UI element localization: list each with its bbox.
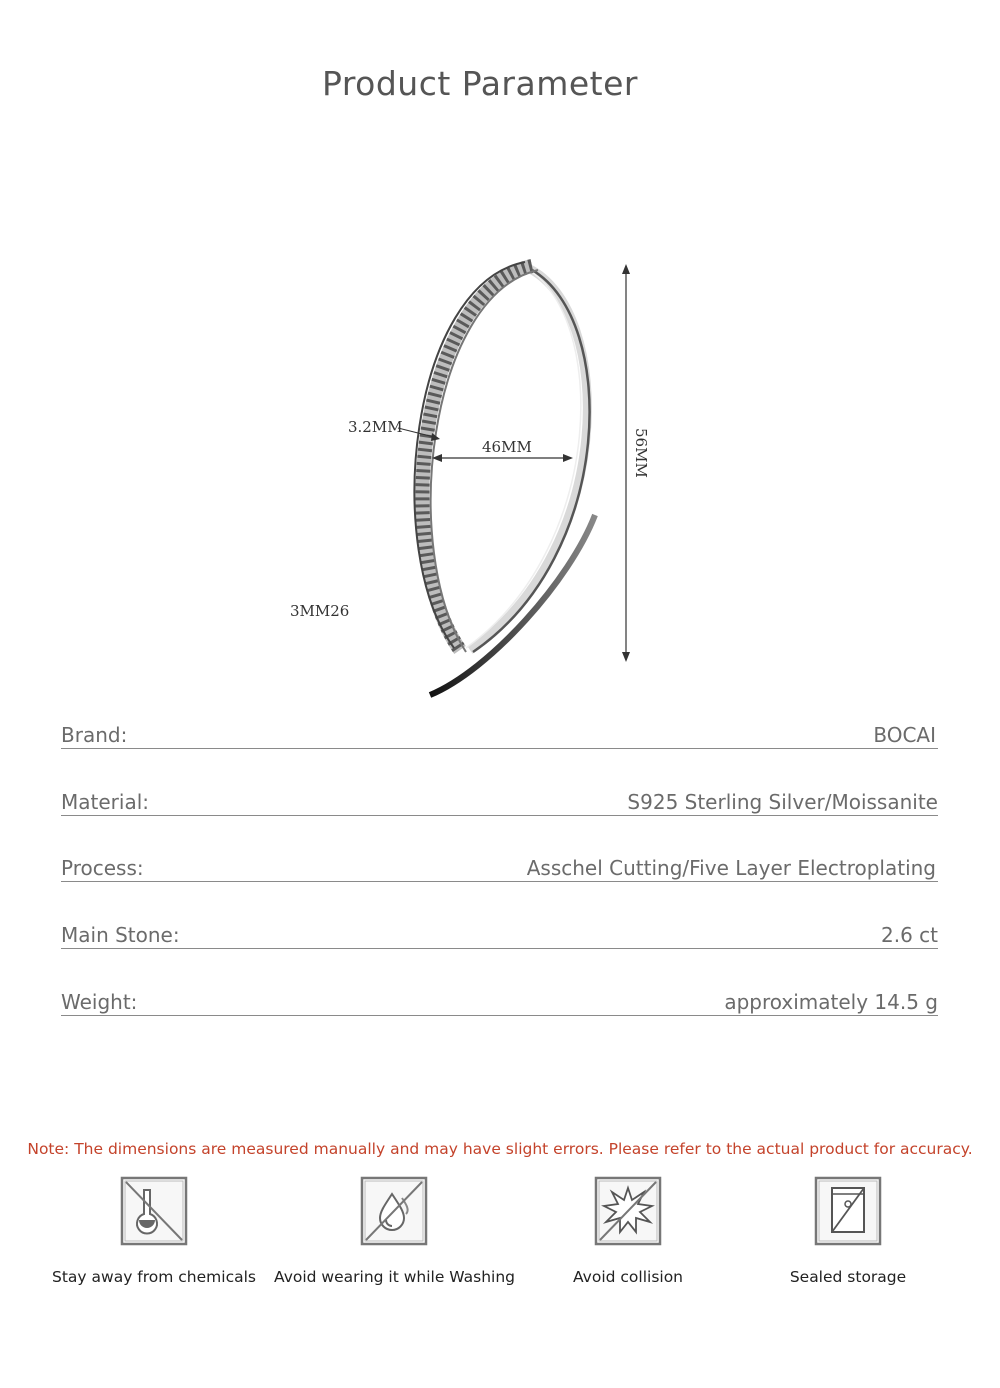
param-row-brand bbox=[61, 714, 938, 749]
param-label: Brand: bbox=[61, 723, 128, 747]
page-title: Product Parameter bbox=[322, 64, 638, 103]
model-label: 3MM26 bbox=[290, 602, 350, 620]
param-value: BOCAI bbox=[873, 723, 936, 747]
care-item-washing bbox=[274, 1176, 514, 1286]
avoid-collision-icon bbox=[594, 1176, 662, 1248]
care-label: Avoid wearing it while Washing bbox=[274, 1268, 515, 1286]
param-row-material bbox=[61, 781, 938, 816]
param-label: Main Stone: bbox=[61, 923, 180, 947]
param-row-weight bbox=[61, 981, 938, 1016]
height-dimension-label: 56MM bbox=[632, 428, 650, 478]
care-item-chemicals bbox=[34, 1176, 274, 1286]
param-value: S925 Sterling Silver/Moissanite bbox=[627, 790, 938, 814]
param-row-process bbox=[61, 847, 938, 882]
bangle-image bbox=[270, 250, 690, 700]
no-washing-icon bbox=[360, 1176, 428, 1248]
care-label: Avoid collision bbox=[572, 1268, 684, 1286]
care-item-collision bbox=[508, 1176, 748, 1286]
diameter-dimension-label: 46MM bbox=[482, 438, 532, 456]
param-label: Material: bbox=[61, 790, 149, 814]
param-value: approximately 14.5 g bbox=[724, 990, 938, 1014]
param-value: Asschel Cutting/Five Layer Electroplating bbox=[526, 856, 936, 880]
care-label: Stay away from chemicals bbox=[52, 1268, 256, 1286]
param-row-main-stone bbox=[61, 914, 938, 949]
band-width-label: 3.2MM bbox=[348, 418, 403, 436]
param-label: Weight: bbox=[61, 990, 138, 1014]
param-label: Process: bbox=[61, 856, 144, 880]
param-value: 2.6 ct bbox=[880, 923, 938, 947]
sealed-storage-icon bbox=[814, 1176, 882, 1248]
care-label: Sealed storage bbox=[789, 1268, 907, 1286]
measurement-note: Note: The dimensions are measured manually and may have slight errors. Please refer to the actual product for accuracy. bbox=[27, 1140, 973, 1158]
care-item-storage bbox=[728, 1176, 968, 1286]
bangle-diagram bbox=[270, 250, 690, 700]
no-chemicals-icon bbox=[120, 1176, 188, 1248]
